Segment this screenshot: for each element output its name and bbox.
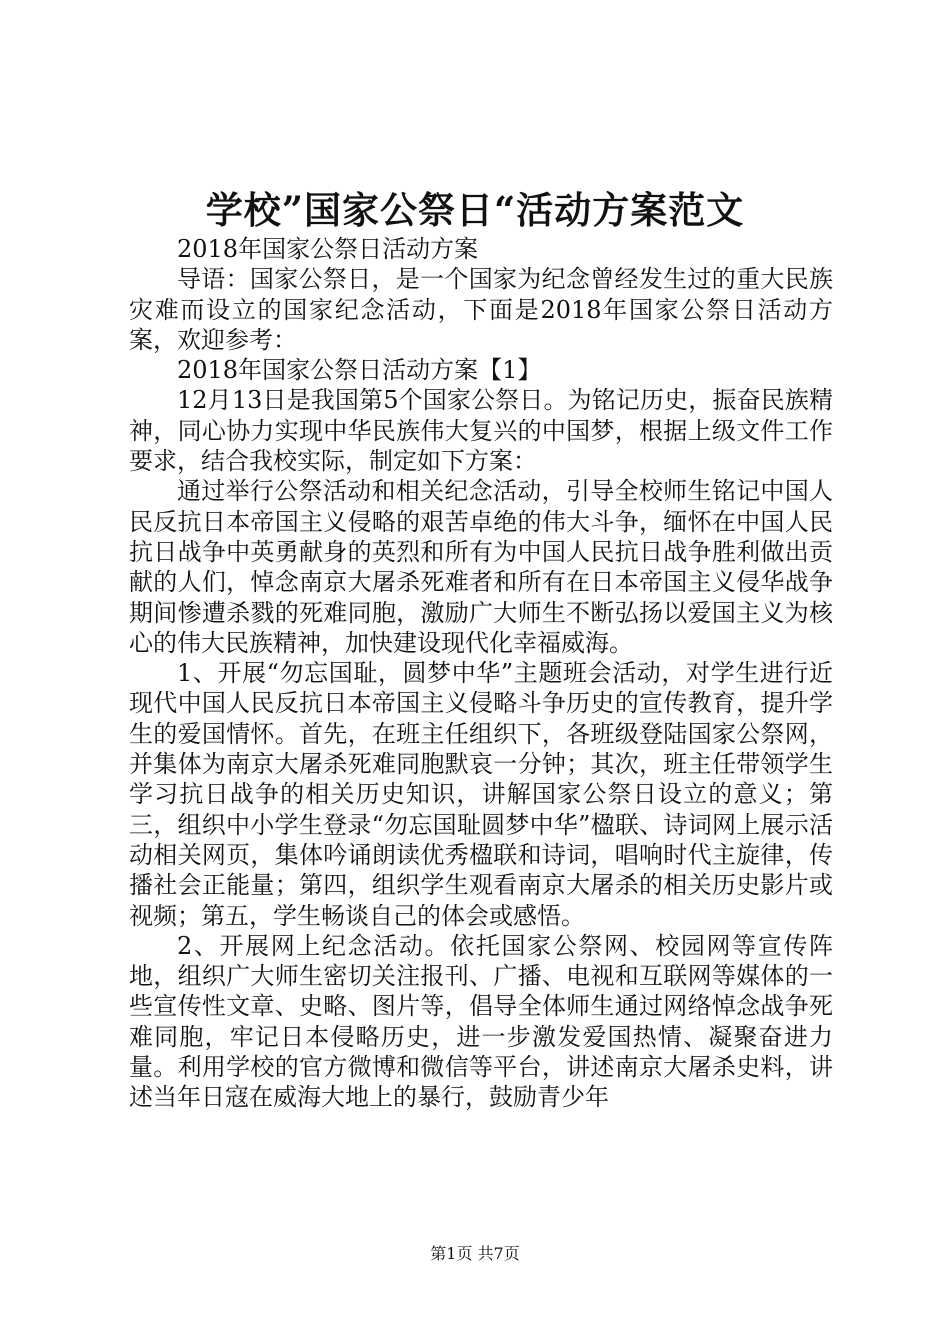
paragraph-subtitle: 2018年国家公祭日活动方案 — [177, 235, 479, 263]
paragraph-activity-2: 2、开展网上纪念活动。依托国家公祭网、校园网等宣传阵地，组织广大师生密切关注报刊、广播、电视和互联网等媒体的一些宣传性文章、史略、图片等，倡导全体师生通过网络悼念战争死难同胞，牢记日本侵略历史，进一步激发爱国热情、凝聚奋进力量。利用学校的官方微博和微信等平台，讲述南京大屠杀史料，讲述当年日寇在威海大地上的暴行，鼓励青少年 — [129, 931, 833, 1112]
paragraph-intro: 导语：国家公祭日，是一个国家为纪念曾经发生过的重大民族灾难而设立的国家纪念活动，下面是2018年国家公祭日活动方案，欢迎参考： — [129, 265, 833, 354]
paragraph-section-heading: 2018年国家公祭日活动方案【1】 — [177, 356, 542, 385]
paragraph-activity-1: 1、开展“勿忘国耻，圆梦中华”主题班会活动，对学生进行近现代中国人民反抗日本帝国主义侵略斗争历史的宣传教育，提升学生的爱国情怀。首先，在班主任组织下，各班级登陆国家公祭网，并集体为南京大屠杀死难同胞默哀一分钟；其次，班主任带领学生学习抗日战争的相关历史知识，讲解国家公祭日设立的意义；第三，组织中小学生登录“勿忘国耻圆梦中华”楹联、诗词网上展示活动相关网页，集体吟诵朗读优秀楹联和诗词，唱响时代主旋律，传播社会正能量；第四，组织学生观看南京大屠杀的相关历史影片或视频；第五，学生畅谈自己的体会或感悟。 — [129, 659, 833, 930]
page-footer: 第1页 共7页 — [430, 1244, 520, 1263]
paragraph-background: 12月13日是我国第5个国家公祭日。为铭记历史，振奋民族精神，同心协力实现中华民族伟大复兴的中国梦，根据上级文件工作要求，结合我校实际，制定如下方案： — [129, 386, 833, 476]
paragraph-purpose: 通过举行公祭活动和相关纪念活动，引导全校师生铭记中国人民反抗日本帝国主义侵略的艰苦卓绝的伟大斗争，缅怀在中国人民抗日战争中英勇献身的英烈和所有为中国人民抗日战争胜利做出贡献的人们，悼念南京大屠杀死难者和所有在日本帝国主义侵华战争期间惨遭杀戮的死难同胞，激励广大师生不断弘扬以爱国主义为核心的伟大民族精神，加快建设现代化幸福威海。 — [129, 477, 833, 657]
document-body — [129, 234, 833, 1113]
document-title: 学校”国家公祭日“活动方案范文 — [205, 188, 745, 232]
